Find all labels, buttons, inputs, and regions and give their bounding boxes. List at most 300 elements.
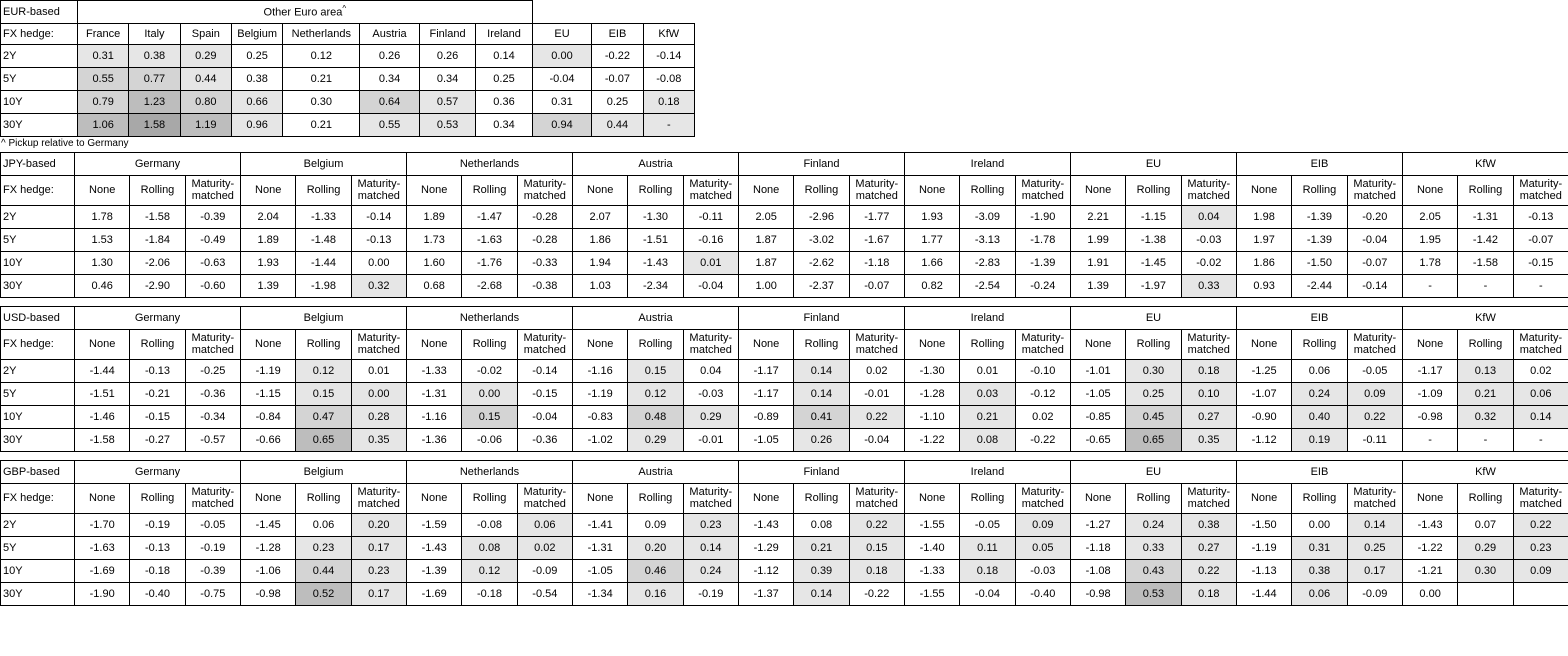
table-row — [1, 514, 1568, 537]
data-cell: 0.34 — [419, 68, 475, 91]
data-cell: -0.02 — [1181, 252, 1236, 275]
eur-group-blank-1 — [532, 1, 592, 24]
data-cell: 0.23 — [683, 514, 738, 537]
country-header: Germany — [75, 461, 241, 484]
data-cell — [1458, 583, 1513, 606]
data-cell: -0.22 — [1015, 429, 1070, 452]
data-cell: 0.57 — [419, 91, 475, 114]
hedge-type-header: Rolling — [462, 176, 517, 206]
data-cell: 0.15 — [628, 360, 683, 383]
data-cell: 0.17 — [351, 583, 406, 606]
hedge-type-header: Maturity- matched — [1513, 330, 1568, 360]
data-cell: -0.13 — [351, 229, 406, 252]
data-cell: -0.28 — [517, 229, 572, 252]
eur-col-header: EU — [532, 24, 592, 45]
country-header: Finland — [738, 307, 904, 330]
data-cell: -0.03 — [683, 383, 738, 406]
data-cell: 0.55 — [77, 68, 128, 91]
data-cell: 2.04 — [241, 206, 296, 229]
hedge-type-header: Rolling — [1458, 330, 1513, 360]
eur-col-header: Netherlands — [283, 24, 360, 45]
data-cell: 1.00 — [738, 275, 793, 298]
data-cell: - — [1513, 275, 1568, 298]
hedge-type-header: None — [738, 330, 793, 360]
row-label: 10Y — [1, 252, 75, 275]
data-cell: 1.98 — [1236, 206, 1291, 229]
data-cell: -0.85 — [1070, 406, 1125, 429]
data-cell: -0.19 — [185, 537, 240, 560]
data-cell: -0.27 — [130, 429, 185, 452]
data-cell: 0.26 — [794, 429, 849, 452]
hedge-type-header: None — [1070, 176, 1125, 206]
data-cell: 0.26 — [419, 45, 475, 68]
hedge-type-header: Rolling — [130, 484, 185, 514]
data-cell: 2.21 — [1070, 206, 1125, 229]
usd-based-table — [0, 306, 1568, 452]
country-header: Germany — [75, 153, 241, 176]
data-cell: 0.94 — [532, 114, 592, 137]
data-cell: 0.13 — [1458, 360, 1513, 383]
data-cell: 0.16 — [628, 583, 683, 606]
data-cell: 0.14 — [683, 537, 738, 560]
hedge-type-header: None — [241, 330, 296, 360]
data-cell: 1.03 — [573, 275, 628, 298]
hedge-type-header: Maturity- matched — [351, 330, 406, 360]
data-cell: - — [1402, 275, 1457, 298]
gbp-based-table — [0, 460, 1568, 606]
data-cell: -1.05 — [738, 429, 793, 452]
data-cell: -2.68 — [462, 275, 517, 298]
hedge-type-header: Maturity- matched — [517, 484, 572, 514]
data-cell: - — [643, 114, 694, 137]
data-cell: 2.07 — [573, 206, 628, 229]
eur-group-blank-2 — [592, 1, 643, 24]
data-cell: -0.07 — [849, 275, 904, 298]
data-cell: 0.08 — [794, 514, 849, 537]
data-cell: -1.58 — [1458, 252, 1513, 275]
data-cell: 0.09 — [1513, 560, 1568, 583]
data-cell: 0.10 — [1181, 383, 1236, 406]
data-cell: 0.82 — [904, 275, 959, 298]
data-cell: 0.27 — [1181, 406, 1236, 429]
data-cell: -1.43 — [407, 537, 462, 560]
hedge-type-header: Rolling — [960, 176, 1015, 206]
eur-footnote: ^ Pickup relative to Germany — [1, 138, 129, 149]
data-cell: 0.32 — [1458, 406, 1513, 429]
data-cell: 0.06 — [1513, 383, 1568, 406]
data-cell: -0.84 — [241, 406, 296, 429]
data-cell: -0.09 — [517, 560, 572, 583]
data-cell: -0.98 — [1070, 583, 1125, 606]
data-cell: -0.14 — [643, 45, 694, 68]
data-cell: -1.90 — [75, 583, 130, 606]
hedge-type-header: None — [904, 484, 959, 514]
table-row — [1, 383, 1568, 406]
hedge-type-header: Maturity- matched — [1513, 484, 1568, 514]
data-cell: -1.22 — [1402, 537, 1457, 560]
hedge-header-row — [1, 330, 1568, 360]
data-cell: 0.06 — [1292, 583, 1347, 606]
data-cell: 0.48 — [628, 406, 683, 429]
hedge-type-header: None — [1070, 484, 1125, 514]
data-cell: -1.59 — [407, 514, 462, 537]
data-cell: -1.55 — [904, 514, 959, 537]
data-cell: -0.15 — [517, 383, 572, 406]
eur-group-label — [77, 1, 532, 24]
data-cell: 0.22 — [1181, 560, 1236, 583]
data-cell: 0.96 — [231, 114, 282, 137]
hedge-type-header: None — [738, 176, 793, 206]
data-cell: -1.58 — [75, 429, 130, 452]
hedge-type-header: None — [1236, 330, 1291, 360]
data-cell: 0.25 — [231, 45, 282, 68]
hedge-type-header: Maturity- matched — [1015, 176, 1070, 206]
hedge-type-header: None — [573, 176, 628, 206]
data-cell: -0.65 — [1070, 429, 1125, 452]
data-cell: -0.38 — [517, 275, 572, 298]
hedge-type-header: None — [1236, 176, 1291, 206]
data-cell: -1.16 — [407, 406, 462, 429]
data-cell: -0.14 — [1347, 275, 1402, 298]
data-cell: 0.00 — [1402, 583, 1457, 606]
data-cell: -0.16 — [683, 229, 738, 252]
data-cell: -0.05 — [1347, 360, 1402, 383]
data-cell: -0.98 — [241, 583, 296, 606]
hedge-type-header: None — [1070, 330, 1125, 360]
data-cell: 0.53 — [419, 114, 475, 137]
hedge-type-header: Rolling — [1458, 176, 1513, 206]
data-cell: 0.01 — [351, 360, 406, 383]
data-cell: 0.38 — [231, 68, 282, 91]
hedge-type-header: Rolling — [960, 484, 1015, 514]
data-cell: -0.04 — [849, 429, 904, 452]
data-cell: -1.90 — [1015, 206, 1070, 229]
data-cell: - — [1402, 429, 1457, 452]
data-cell: -0.34 — [185, 406, 240, 429]
data-cell: 0.02 — [849, 360, 904, 383]
eur-col-header: EIB — [592, 24, 643, 45]
data-cell: 0.21 — [794, 537, 849, 560]
data-cell: -0.08 — [643, 68, 694, 91]
data-cell: -0.60 — [185, 275, 240, 298]
data-cell: 0.79 — [77, 91, 128, 114]
data-cell: 0.35 — [1181, 429, 1236, 452]
data-cell: 0.46 — [628, 560, 683, 583]
data-cell: -1.67 — [849, 229, 904, 252]
data-cell: 0.15 — [296, 383, 351, 406]
data-cell: 0.68 — [407, 275, 462, 298]
table-row — [1, 560, 1568, 583]
data-cell: 0.24 — [1126, 514, 1181, 537]
data-cell: -1.33 — [904, 560, 959, 583]
data-cell: -1.43 — [1402, 514, 1457, 537]
data-cell: 1.30 — [75, 252, 130, 275]
table-row — [1, 229, 1568, 252]
data-cell: -1.55 — [904, 583, 959, 606]
data-cell: 0.02 — [1513, 360, 1568, 383]
data-cell: 0.14 — [1513, 406, 1568, 429]
hedge-type-header: None — [738, 484, 793, 514]
data-cell: -2.06 — [130, 252, 185, 275]
data-cell: 0.25 — [592, 91, 643, 114]
country-header-row — [1, 461, 1568, 484]
data-cell: -1.84 — [130, 229, 185, 252]
country-header: EIB — [1236, 461, 1402, 484]
table-row — [1, 68, 695, 91]
data-cell: 0.41 — [794, 406, 849, 429]
data-cell: -1.47 — [462, 206, 517, 229]
data-cell: 1.66 — [904, 252, 959, 275]
data-cell: 1.19 — [180, 114, 231, 137]
data-cell: 0.18 — [1181, 583, 1236, 606]
data-cell: 0.29 — [1458, 537, 1513, 560]
hedge-type-header: Rolling — [130, 330, 185, 360]
base-currency-label: JPY-based — [1, 153, 75, 176]
data-cell: 0.31 — [1292, 537, 1347, 560]
data-cell: 0.14 — [794, 383, 849, 406]
data-cell: 0.12 — [296, 360, 351, 383]
data-cell: 1.93 — [904, 206, 959, 229]
data-cell: 0.06 — [296, 514, 351, 537]
hedge-header-row — [1, 484, 1568, 514]
data-cell: 1.53 — [75, 229, 130, 252]
data-cell: 1.86 — [573, 229, 628, 252]
data-cell: -1.18 — [1070, 537, 1125, 560]
eur-col-header: Belgium — [231, 24, 282, 45]
data-cell: -1.39 — [1292, 206, 1347, 229]
table-row — [1, 537, 1568, 560]
data-cell: 0.38 — [1292, 560, 1347, 583]
data-cell: 0.24 — [683, 560, 738, 583]
data-cell: -1.51 — [75, 383, 130, 406]
hedge-type-header: Rolling — [794, 176, 849, 206]
table-row — [1, 114, 695, 137]
data-cell: -1.15 — [1126, 206, 1181, 229]
country-header: Austria — [573, 153, 739, 176]
hedge-type-header: None — [904, 330, 959, 360]
eur-col-header: Spain — [180, 24, 231, 45]
data-cell: -1.28 — [904, 383, 959, 406]
hedge-type-header: Maturity- matched — [683, 176, 738, 206]
hedge-type-header: Maturity- matched — [1015, 484, 1070, 514]
hedge-type-header: None — [1236, 484, 1291, 514]
table-row — [1, 275, 1568, 298]
data-cell: 0.07 — [1458, 514, 1513, 537]
data-cell: 0.29 — [628, 429, 683, 452]
hedge-type-header: Rolling — [628, 484, 683, 514]
eur-table-body — [1, 45, 695, 137]
data-cell: -0.89 — [738, 406, 793, 429]
fx-hedge-label: FX hedge: — [1, 176, 75, 206]
row-label: 2Y — [1, 206, 75, 229]
data-cell: -1.13 — [1236, 560, 1291, 583]
country-header: Ireland — [904, 153, 1070, 176]
data-cell: 0.06 — [517, 514, 572, 537]
country-header: Austria — [573, 307, 739, 330]
data-cell: -0.36 — [185, 383, 240, 406]
data-cell: 0.09 — [1015, 514, 1070, 537]
data-cell: -1.58 — [130, 206, 185, 229]
row-label: 5Y — [1, 68, 78, 91]
data-cell: -0.66 — [241, 429, 296, 452]
hedge-type-header: Maturity- matched — [1347, 176, 1402, 206]
data-cell: 0.21 — [960, 406, 1015, 429]
data-cell: -0.22 — [592, 45, 643, 68]
data-cell: 1.60 — [407, 252, 462, 275]
country-header: Ireland — [904, 307, 1070, 330]
data-cell: 1.77 — [904, 229, 959, 252]
data-cell: -0.15 — [1513, 252, 1568, 275]
data-cell: - — [1513, 429, 1568, 452]
hedge-type-header: Maturity- matched — [185, 330, 240, 360]
data-cell: 0.22 — [1513, 514, 1568, 537]
data-cell: -0.15 — [130, 406, 185, 429]
data-cell: -0.07 — [1347, 252, 1402, 275]
row-label: 2Y — [1, 514, 75, 537]
country-header: EU — [1070, 307, 1236, 330]
data-cell: 0.93 — [1236, 275, 1291, 298]
data-cell: -0.08 — [462, 514, 517, 537]
hedge-type-header: Maturity- matched — [1181, 330, 1236, 360]
hedge-type-header: Rolling — [960, 330, 1015, 360]
eur-col-header: Ireland — [476, 24, 532, 45]
data-cell: -0.01 — [683, 429, 738, 452]
data-cell: 1.89 — [407, 206, 462, 229]
row-label: 30Y — [1, 275, 75, 298]
data-cell: 1.87 — [738, 252, 793, 275]
data-cell: 2.05 — [1402, 206, 1457, 229]
data-cell: -0.19 — [130, 514, 185, 537]
data-cell: -0.33 — [517, 252, 572, 275]
country-header: Austria — [573, 461, 739, 484]
data-cell: - — [1458, 429, 1513, 452]
country-header: Ireland — [904, 461, 1070, 484]
data-cell: 0.09 — [628, 514, 683, 537]
eur-based-table — [0, 0, 695, 137]
hedge-type-header: Maturity- matched — [351, 176, 406, 206]
data-cell: 0.11 — [960, 537, 1015, 560]
data-cell: 0.04 — [683, 360, 738, 383]
data-cell: -1.12 — [738, 560, 793, 583]
fx-hedge-label: FX hedge: — [1, 484, 75, 514]
data-cell: -0.39 — [185, 206, 240, 229]
data-cell: -0.13 — [1513, 206, 1568, 229]
data-cell: -1.34 — [573, 583, 628, 606]
data-cell — [1513, 583, 1568, 606]
data-cell: -0.63 — [185, 252, 240, 275]
data-cell: 0.25 — [1126, 383, 1181, 406]
row-label: 10Y — [1, 91, 78, 114]
data-cell: 0.36 — [476, 91, 532, 114]
data-cell: -2.90 — [130, 275, 185, 298]
data-cell: 0.45 — [1126, 406, 1181, 429]
data-cell: -1.25 — [1236, 360, 1291, 383]
country-header: KfW — [1402, 307, 1568, 330]
data-cell: 1.89 — [241, 229, 296, 252]
data-cell: 0.00 — [462, 383, 517, 406]
table-row — [1, 406, 1568, 429]
hedge-type-header: Rolling — [1126, 176, 1181, 206]
data-cell: 0.15 — [462, 406, 517, 429]
hedge-type-header: None — [407, 330, 462, 360]
hedge-type-header: Maturity- matched — [849, 330, 904, 360]
data-cell: -3.02 — [794, 229, 849, 252]
data-cell: 0.26 — [360, 45, 420, 68]
data-cell: -0.05 — [960, 514, 1015, 537]
data-cell: 1.23 — [129, 91, 180, 114]
data-cell: 0.20 — [628, 537, 683, 560]
data-cell: 0.23 — [296, 537, 351, 560]
data-cell: -1.12 — [1236, 429, 1291, 452]
eur-fx-label: FX hedge: — [1, 24, 78, 45]
eur-group-label-text: Other Euro area — [263, 6, 343, 19]
hedge-type-header: Maturity- matched — [351, 484, 406, 514]
hedge-type-header: None — [1402, 484, 1457, 514]
data-cell: -0.14 — [517, 360, 572, 383]
data-cell: 0.00 — [532, 45, 592, 68]
table-spacer — [0, 452, 1568, 460]
data-cell: -1.40 — [904, 537, 959, 560]
base-currency-label: USD-based — [1, 307, 75, 330]
data-cell: 0.04 — [1181, 206, 1236, 229]
row-label: 10Y — [1, 406, 75, 429]
data-cell: -2.54 — [960, 275, 1015, 298]
hedge-type-header: None — [407, 176, 462, 206]
data-cell: 0.01 — [960, 360, 1015, 383]
hedge-type-header: None — [407, 484, 462, 514]
country-header: KfW — [1402, 461, 1568, 484]
country-header-row — [1, 307, 1568, 330]
data-cell: 0.35 — [351, 429, 406, 452]
eur-col-header: Italy — [129, 24, 180, 45]
data-cell: 0.17 — [1347, 560, 1402, 583]
hedge-type-header: Maturity- matched — [1181, 484, 1236, 514]
data-cell: 1.39 — [241, 275, 296, 298]
data-cell: 0.30 — [1126, 360, 1181, 383]
data-cell: -1.15 — [241, 383, 296, 406]
country-header: Belgium — [241, 461, 407, 484]
data-cell: -1.69 — [75, 560, 130, 583]
hedge-type-header: Maturity- matched — [517, 330, 572, 360]
row-label: 2Y — [1, 45, 78, 68]
data-cell: -0.05 — [185, 514, 240, 537]
row-label: 2Y — [1, 360, 75, 383]
hedge-type-header: None — [241, 484, 296, 514]
country-header: Belgium — [241, 153, 407, 176]
data-cell: 0.01 — [683, 252, 738, 275]
hedge-type-header: Maturity- matched — [517, 176, 572, 206]
data-cell: -1.45 — [1126, 252, 1181, 275]
data-cell: -0.01 — [849, 383, 904, 406]
data-cell: -0.40 — [1015, 583, 1070, 606]
country-header: KfW — [1402, 153, 1568, 176]
eur-column-header-row — [1, 24, 695, 45]
table-row — [1, 206, 1568, 229]
data-cell: -1.08 — [1070, 560, 1125, 583]
data-cell: -0.57 — [185, 429, 240, 452]
data-cell: 0.18 — [643, 91, 694, 114]
data-cell: 1.97 — [1236, 229, 1291, 252]
data-cell: 0.00 — [351, 383, 406, 406]
hedge-type-header: Maturity- matched — [185, 176, 240, 206]
data-cell: 0.46 — [75, 275, 130, 298]
data-cell: 0.38 — [129, 45, 180, 68]
data-cell: 1.99 — [1070, 229, 1125, 252]
hedge-type-header: Rolling — [1292, 484, 1347, 514]
data-cell: 0.22 — [849, 514, 904, 537]
data-cell: 0.80 — [180, 91, 231, 114]
data-cell: - — [1458, 275, 1513, 298]
